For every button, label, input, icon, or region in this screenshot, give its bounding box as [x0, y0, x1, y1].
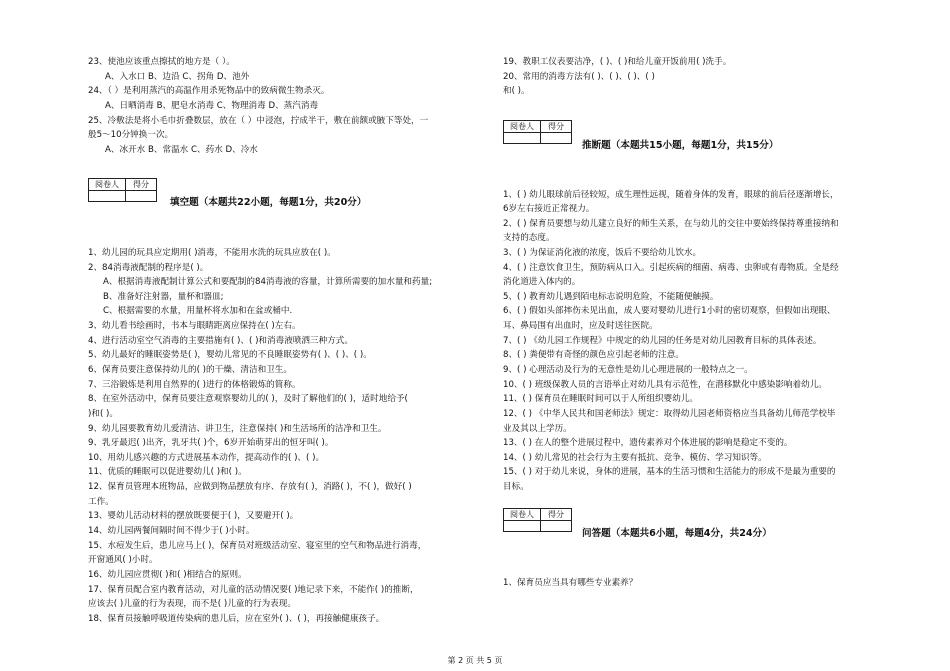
- judge-line: 13、( ) 在人的整个进展过程中，遗传素养对个体进展的影响是稳定不变的。: [503, 438, 793, 448]
- fill-line: 17、保育员配合室内教育活动，对儿童的活动情况要( )地记录下来，不能作( )的推断，: [88, 585, 419, 595]
- question-line: 和( )。: [503, 86, 530, 96]
- question-line: 20、常用的消毒方法有( )、( )、( )、( ): [503, 72, 655, 82]
- judge-line: 14、( ) 幼儿常见的社会行为主要有抵抗、竞争、模仿、学习知识等。: [503, 453, 767, 463]
- fill-line: 9、幼儿园要教育幼儿爱清洁、讲卫生，注意保持( )和生活场所的洁净和卫生。: [88, 424, 387, 434]
- score-label: 得分: [541, 121, 572, 133]
- judge-line: 15、( ) 对于幼儿来说，身体的进展，基本的生活习惯和生活能力的形成不是最为重要的: [503, 467, 836, 477]
- score-table: [503, 508, 572, 532]
- fill-line: 应该去( )儿童的行为表现，而不是( )儿童的行为表现。: [88, 599, 296, 609]
- judge-line: 消化道进入体内的。: [503, 277, 581, 287]
- reviewer-cell: [89, 191, 126, 202]
- fill-line: 14、幼儿园两餐间隔时间不得少于( )小时。: [88, 526, 255, 536]
- score-table: [88, 178, 157, 202]
- judge-line: 9、( ) 心理活动及行为的无意性是幼儿心理进展的一般特点之一。: [503, 365, 753, 375]
- score-cell: [541, 521, 572, 532]
- page-footer: 第 2 页 共 5 页: [447, 656, 503, 665]
- reviewer-cell: [504, 133, 541, 144]
- judge-line: 3、( ) 为保证消化液的浓度，饭后不要给幼儿饮水。: [503, 248, 702, 258]
- fill-line: 4、进行活动室空气消毒的主要措施有( )、( )和消毒液喷洒三种方式。: [88, 336, 353, 346]
- reviewer-label: 阅卷人: [89, 179, 126, 191]
- fill-line: 1、幼儿园的玩具应定期用( )消毒，不能用水洗的玩具应放在( )。: [88, 248, 336, 258]
- judge-line: 耳、鼻局围有出血时，应及时送往医院。: [503, 321, 658, 331]
- section-title-qa: 问答题（本题共6小题，每题4分，共24分）: [582, 528, 772, 539]
- judge-line: 支持的态度。: [503, 233, 555, 243]
- fill-line: A、根据消毒液配制计算公式和要配制的84消毒液的容量，计算所需要的加水量和药量;: [103, 277, 433, 287]
- judge-line: 7、( ) 《幼儿园工作规程》中规定的幼儿园的任务是对幼儿园教育目标的具体表述。: [503, 336, 822, 346]
- reviewer-label: 阅卷人: [504, 121, 541, 133]
- question-line: 24、（ ）是利用蒸汽的高温作用杀死物品中的致病微生物杀灭。: [88, 86, 330, 96]
- judge-line: 目标。: [503, 482, 529, 492]
- section-title-judge: 推断题（本题共15小题，每题1分，共15分）: [582, 140, 779, 151]
- fill-line: 工作。: [88, 497, 114, 507]
- fill-line: 13、婴幼儿活动材料的摆放既要便于( )，又要避开( )。: [88, 511, 299, 521]
- fill-line: 15、水痘发生后，患儿应马上( )，保育员对班级活动室、寝室里的空气和物品进行消毒，: [88, 541, 427, 551]
- question-line: 25、冷敷法是将小毛巾折叠数层，放在（ ）中浸泡，拧成半干，敷在前额或腋下等处，一: [88, 116, 429, 126]
- fill-line: 10、用幼儿感兴趣的方式进展基本动作，提高动作的( )、( )。: [88, 453, 325, 463]
- fill-line: B、准备好注射器，量杯和器皿;: [103, 292, 224, 302]
- judge-line: 业及其以上学历。: [503, 424, 572, 434]
- judge-line: 4、( ) 注意饮食卫生，预防病从口入。引起疾病的细菌、病毒、虫卵或有毒物质。全是经: [503, 263, 839, 273]
- judge-line: 8、( ) 粪便带有奇怪的颜色应引起老师的注意。: [503, 350, 684, 360]
- option-line: A、入水口 B、边沿 C、拐角 D、池外: [105, 72, 250, 82]
- judge-line: 11、( ) 保育员在睡眠时间可以于人所组织婴幼儿。: [503, 394, 698, 404]
- reviewer-cell: [504, 521, 541, 532]
- judge-line: 5、( ) 教育幼儿遇到陌电标志说明危险，不能随便触摸。: [503, 292, 719, 302]
- fill-line: 9、乳牙最迟( )出齐，乳牙共( )个，6岁开始萌芽出的恒牙叫( )。: [88, 438, 334, 448]
- fill-line: 16、幼儿园应贯彻( )和( )相结合的原则。: [88, 570, 247, 580]
- judge-line: 1、( ) 幼儿眼球前后径较短，成生理性远视，随着身体的发育，眼球的前后径逐渐增长，: [503, 190, 839, 200]
- judge-line: 10、( ) 班级保教人员的言语举止对幼儿具有示范性，在潜移默化中感染影响着幼儿。: [503, 380, 827, 390]
- judge-line: 6岁左右接近正常视力。: [503, 204, 595, 214]
- fill-line: 3、幼儿看书绘画时，书本与眼睛距离应保持在( )左右。: [88, 321, 301, 331]
- option-line: A、日晒消毒 B、肥皂水消毒 C、物理消毒 D、蒸汽消毒: [105, 101, 319, 111]
- judge-line: 6、( ) 假如头部摔伤未见出血，成人要对婴幼儿进行1小时的密切观察，但假如出现眼、: [503, 306, 836, 316]
- fill-line: 11、优质的睡眠可以促进婴幼儿( )和( )。: [88, 467, 247, 477]
- fill-line: C、根据需要的水量，用量杯将水加和在盆或桶中.: [103, 306, 293, 316]
- judge-line: 2、( ) 保育员要想与幼儿建立良好的师生关系，在与幼儿的交往中要始终保持尊重接纳和: [503, 219, 839, 229]
- section-title-fill: 填空题（本题共22小题，每题1分，共20分）: [170, 197, 367, 208]
- fill-line: 18、保育员接触呼吸道传染病的患儿后，应在室外( )、( )，再接触健康孩子。: [88, 614, 385, 624]
- option-line: A、冰开水 B、常温水 C、药水 D、冷水: [105, 145, 258, 155]
- question-line: 23、使池应该重点擦拭的地方是（ ）。: [88, 57, 235, 67]
- fill-line: 12、保育员管理本班物品，应做到物品摆放有序、存放有( )，消路( )，不( )，做好( ): [88, 482, 412, 492]
- fill-line: 8、在室外活动中，保育员要注意观察婴幼儿的( )，及时了解他们的( )，适时地给予(: [88, 394, 408, 404]
- question-line: 般5～10分钟换一次。: [88, 130, 174, 140]
- score-cell: [126, 191, 157, 202]
- fill-line: 6、保育员要注意保持幼儿的( )的干燥、清洁和卫生。: [88, 365, 292, 375]
- fill-line: 7、三浴锻炼是利用自然界的( )进行的体格锻炼的简称。: [88, 380, 301, 390]
- question-line: 19、教职工仪表要洁净，( )、( )和给儿童开饭前用( )洗手。: [503, 57, 732, 67]
- judge-line: 12、( ) 《中华人民共和国老师法》规定：取得幼儿园老师资格应当具备幼儿师范学校毕: [503, 409, 836, 419]
- qa-line: 1、保育员应当具有哪些专业素养？: [503, 578, 638, 588]
- score-table: [503, 120, 572, 144]
- reviewer-label: 阅卷人: [504, 509, 541, 521]
- fill-line: )和( )。: [88, 409, 118, 419]
- score-label: 得分: [126, 179, 157, 191]
- fill-line: 开窗通风( )小时。: [88, 555, 158, 565]
- fill-line: 2、84消毒液配制的程序是( )。: [88, 263, 209, 273]
- score-label: 得分: [541, 509, 572, 521]
- fill-line: 5、幼儿最好的睡眠姿势是( )，婴幼儿常见的不良睡眠姿势有( )、( )、( )。: [88, 350, 372, 360]
- score-cell: [541, 133, 572, 144]
